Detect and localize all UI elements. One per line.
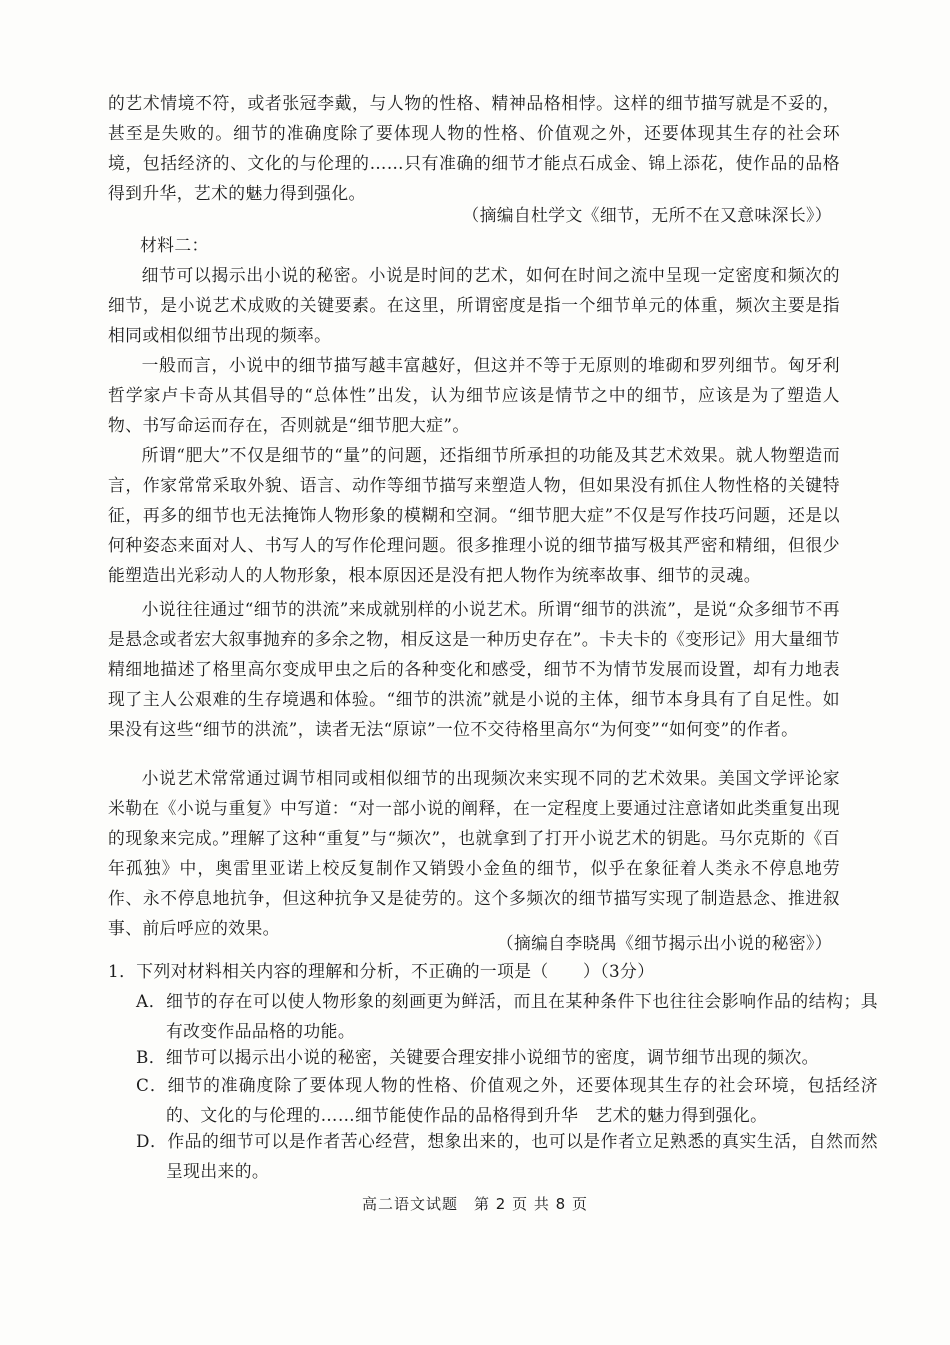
material2-paragraph-5: 小说艺术常常通过调节相同或相似细节的出现频次来实现不同的艺术效果。美国文学评论家米勒在《小说与重复》中写道：“对一部小说的阐释，在一定程度上要通过注意诸如此类重复出现的现象来完成。”理解了这种“重复”与“频次”，也就拿到了打开小说艺术的钥匙。马尔克斯的《百年孤独》中，奥雷里亚诺上校反复制作又销毁小金鱼的细节，似乎在象征着人类永不停息地劳作、永不停息地抗争，但这种抗争又是徒劳的。这个多频次的细节描写实现了制造悬念、推进叙事、前后呼应的效果。 [108,768,840,938]
material1-tail-paragraph: 的艺术情境不符，或者张冠李戴，与人物的性格、精神品格相悖。这样的细节描写就是不妥的，甚至是失败的。细节的准确度除了要体现人物的性格、价值观之外，还要体现其生存的社会环境，包括经济的、文化的与伦理的……只有准确的细节才能点石成金、锦上添花，使作品的品格得到升华，艺术的魅力得到强化。 [108,93,840,203]
question-1-stem: 1．下列对材料相关内容的理解和分析，不正确的一项是（ ）（3分） [108,961,655,981]
material2-paragraph-2: 一般而言，小说中的细节描写越丰富越好，但这并不等于无原则的堆砌和罗列细节。匈牙利哲学家卢卡奇从其倡导的“总体性”出发，认为细节应该是情节之中的细节，应该是为了塑造人物、书写命运而存在，否则就是“细节肥大症”。 [108,355,840,435]
question-1-option-a: A．细节的存在可以使人物形象的刻画更为鲜活，而且在某种条件下也往往会影响作品的结构；具有改变作品品格的功能。 [136,991,878,1041]
material2-paragraph-4: 小说往往通过“细节的洪流”来成就别样的小说艺术。所谓“细节的洪流”，是说“众多细节不再是悬念或者宏大叙事抛弃的多余之物，相反这是一种历史存在”。卡夫卡的《变形记》用大量细节精细地描述了格里高尔变成甲虫之后的各种变化和感受，细节不为情节发展而设置，却有力地表现了主人公艰难的生存境遇和体验。“细节的洪流”就是小说的主体，细节本身具有了自足性。如果没有这些“细节的洪流”，读者无法“原谅”一位不交待格里高尔“为何变”“如何变”的作者。 [108,599,840,739]
material2-source: （摘编自李晓禺《细节揭示出小说的秘密》） [496,933,832,953]
question-1-option-d: D．作品的细节可以是作者苦心经营，想象出来的，也可以是作者立足熟悉的真实生活，自然而然呈现出来的。 [136,1131,878,1181]
question-1-option-b: B．细节可以揭示出小说的秘密，关键要合理安排小说细节的密度，调节细节出现的频次。 [136,1047,819,1067]
material1-source: （摘编自杜学文《细节，无所不在又意味深长》） [462,205,832,225]
page-footer: 高二语文试题 第 2 页 共 8 页 [362,1195,588,1213]
question-1-option-c: C．细节的准确度除了要体现人物的性格、价值观之外，还要体现其生存的社会环境，包括经济的、文化的与伦理的……细节能使作品的品格得到升华 艺术的魅力得到强化。 [136,1075,878,1125]
material2-paragraph-1: 细节可以揭示出小说的秘密。小说是时间的艺术，如何在时间之流中呈现一定密度和频次的细节，是小说艺术成败的关键要素。在这里，所谓密度是指一个细节单元的体重，频次主要是指相同或相似细节出现的频率。 [108,265,840,345]
material2-heading: 材料二： [140,235,209,255]
material2-paragraph-3: 所谓“肥大”不仅是细节的“量”的问题，还指细节所承担的功能及其艺术效果。就人物塑造而言，作家常常采取外貌、语言、动作等细节描写来塑造人物，但如果没有抓住人物性格的关键特征，再多的细节也无法掩饰人物形象的模糊和空洞。“细节肥大症”不仅是写作技巧问题，还是以何种姿态来面对人、书写人的写作伦理问题。很多推理小说的细节描写极其严密和精细，但很少能塑造出光彩动人的人物形象，根本原因还是没有把人物作为统率故事、细节的灵魂。 [108,445,840,585]
